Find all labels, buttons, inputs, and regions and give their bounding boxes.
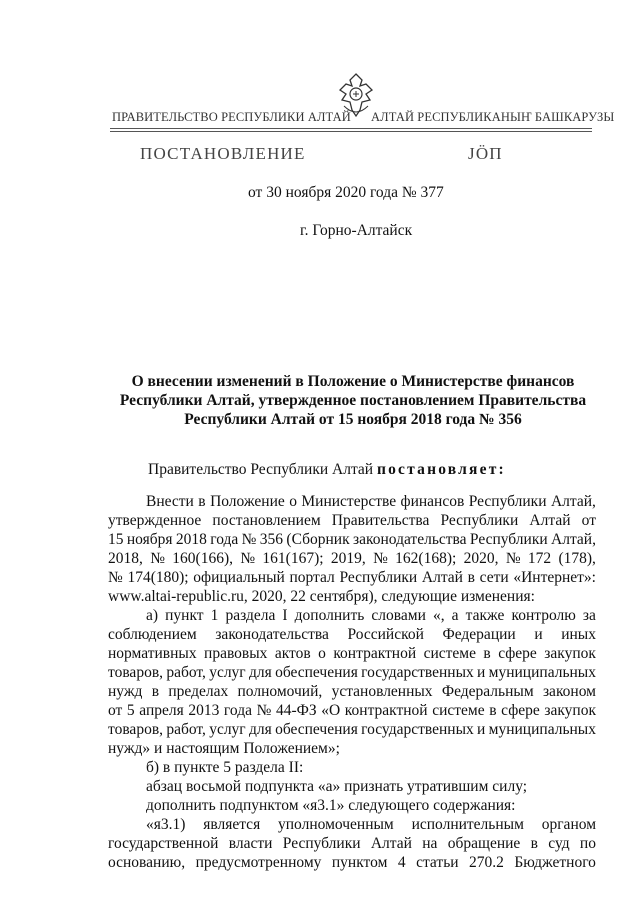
body-line: основанию, предусмотренному пунктом 4 статьи 270.2 Бюджетного (108, 854, 596, 871)
header-divider-line (110, 131, 592, 132)
title-line: Республики Алтай от 15 ноября 2018 года № 356 (184, 411, 522, 428)
title-line: О внесении изменений в Положение о Министерстве финансов (131, 373, 575, 390)
preamble (148, 461, 506, 479)
preamble-emphasis: постановляет: (376, 461, 506, 478)
body-line: 2018, № 160(166), № 161(167); 2019, № 162(168); 2020, № 172 (178), (108, 550, 596, 567)
body-line: www.altai-republic.ru, 2020, 22 сентября), следующие изменения: (108, 588, 535, 605)
header-left-title: ПРАВИТЕЛЬСТВО РЕСПУБЛИКИ АЛТАЙ (112, 110, 351, 124)
body-line: соблюдением законодательства Российской Федерации и иных (108, 626, 596, 643)
body-line: а) пункт 1 раздела I дополнить словами «, а также контролю за (146, 607, 596, 624)
decree-date-number: от 30 ноября 2020 года № 377 (248, 184, 444, 201)
body-line: нужд в пределах полномочий, установленных Федеральным законом (108, 683, 596, 700)
body-line: товаров, работ, услуг для обеспечения государственных и муниципальных (108, 721, 596, 738)
body-line: нормативных правовых актов о контрактной системе в сфере закупок (108, 645, 596, 662)
body-line: утвержденное постановлением Правительства Республики Алтай от (108, 512, 596, 529)
header-divider-line (110, 128, 592, 129)
preamble-text: Правительство Республики Алтай (148, 461, 374, 478)
body-line: «я3.1) является уполномоченным исполнительным органом (146, 816, 596, 833)
body-line: дополнить подпунктом «я3.1» следующего содержания: (146, 797, 516, 814)
document-body (108, 492, 596, 872)
decree-type-altai: ЈӦП (468, 144, 503, 163)
title-line: Республики Алтай, утвержденное постановлением Правительства (119, 392, 587, 409)
document-title (118, 372, 588, 429)
body-line: Внести в Положение о Министерстве финансов Республики Алтай, (146, 493, 596, 510)
body-line: абзац восьмой подпункта «а» признать утратившим силу; (146, 778, 528, 795)
body-line: 15 ноября 2018 года № 356 (Сборник законодательства Республики Алтай, (108, 531, 596, 548)
header-right-title: АЛТАЙ РЕСПУБЛИКАНЫҤ БАШКАРУЗЫ (371, 110, 615, 124)
decree-city: г. Горно-Алтайск (300, 222, 413, 239)
body-line: государственной власти Республики Алтай на обращение в суд по (108, 835, 596, 852)
body-line: от 5 апреля 2013 года № 44-ФЗ «О контрактной системе в сфере закупок (108, 702, 596, 719)
body-line: товаров, работ, услуг для обеспечения государственных и муниципальных (108, 664, 596, 681)
body-line: № 174(180); официальный портал Республики Алтай в сети «Интернет»: (108, 569, 596, 586)
body-line: нужд» и настоящим Положением»; (108, 740, 340, 757)
coat-of-arms-emblem-icon (336, 70, 376, 120)
body-line: б) в пункте 5 раздела II: (146, 759, 304, 776)
decree-type-russian: ПОСТАНОВЛЕНИЕ (140, 144, 306, 163)
